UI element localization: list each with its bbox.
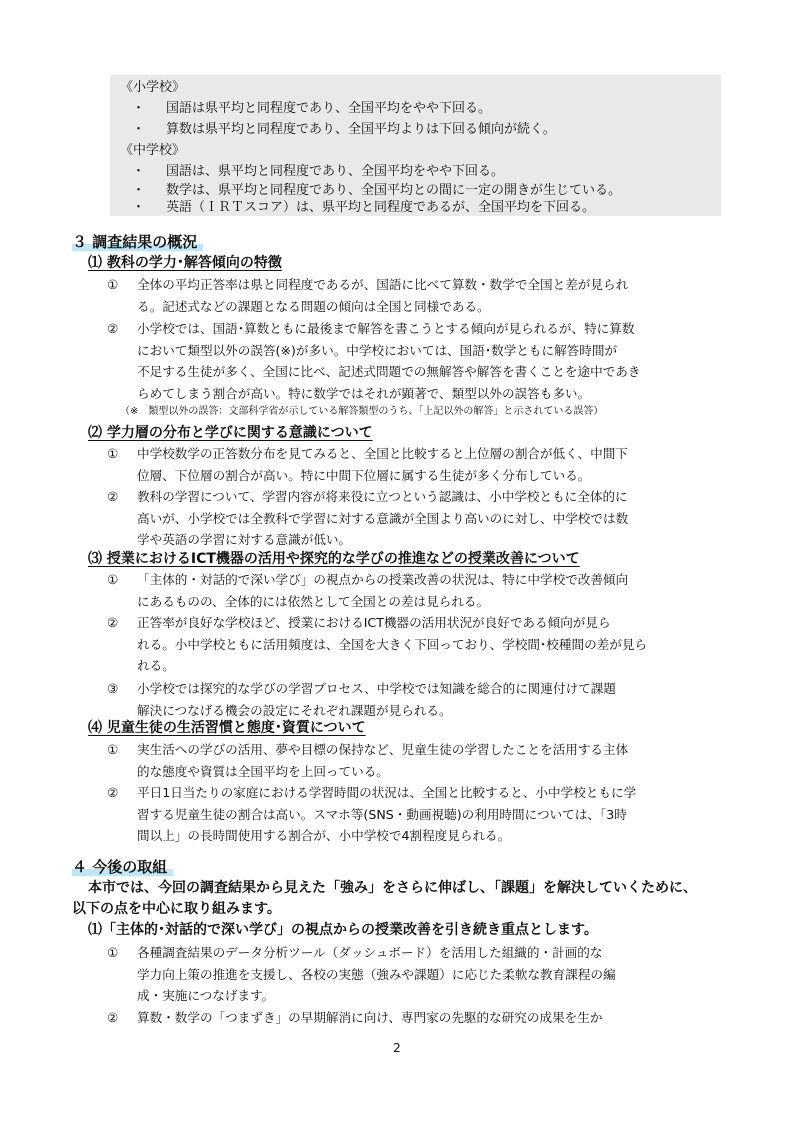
footnote: （※ 類型以外の誤答：文部科学省が示している解答類型のうち、「上記以外の解答」と示されている誤答）: [120, 406, 604, 417]
item-number: ①: [107, 945, 119, 960]
bullet: ・: [132, 183, 146, 198]
subsection-3-title: ⑶ 授業におけるICT機器の活用や探究的な学びの推進などの授業改善について: [88, 551, 580, 567]
item-number: ①: [107, 446, 119, 461]
item-number: ①: [107, 742, 119, 757]
item-number: ①: [107, 277, 119, 292]
elementary-heading: 《小学校》: [120, 80, 186, 95]
item-number: ②: [107, 785, 119, 800]
item-number: ①: [107, 572, 119, 587]
summary-box: 《小学校》 ・ 国語は県平均と同程度であり、全国平均をやや下回る。 ・ 算数は県平均と同程度であり、全国平均よりは下回る傾向が続く。 《中学校》 ・ 国語は、県平均と同程度であり、全国平均をやや下回る。 ・ 数学は、県平均と同程度であり、全国平均との間に一定の開きが生じている。 ・ 英語（ＩＲＴスコア）は、県平均と同程度であるが、全国平均を下回る。: [110, 75, 721, 216]
bullet: ・: [132, 101, 146, 116]
item-number: ②: [107, 321, 119, 336]
item-number: ②: [107, 615, 119, 630]
intro-line: 以下の点を中心に取り組みます。: [72, 901, 281, 917]
subsection-2-title: ⑵ 学力層の分布と学びに関する意識について: [88, 425, 373, 441]
subsection-4-title: ⑷ 児童生徒の生活習慣と態度･資質について: [88, 720, 366, 736]
section-4-subsection-1-title: ⑴「主体的･対話的で深い学び」の視点からの授業改善を引き続き重点とします。: [88, 922, 598, 938]
page-number: 2: [393, 1041, 401, 1055]
intro-line: 本市では、今回の調査結果から見えた「強み」をさらに伸ばし、「課題」を解決していくために、: [88, 880, 697, 896]
junior-heading: 《中学校》: [120, 143, 186, 158]
item-number: ③: [107, 681, 119, 696]
item-number: ②: [107, 489, 119, 504]
section-4-heading: ４ 今後の取組: [72, 857, 173, 877]
bullet: ・: [132, 200, 146, 215]
subsection-1-title: ⑴ 教科の学力･解答傾向の特徴: [88, 255, 282, 271]
bullet: ・: [132, 164, 146, 179]
item-number: ②: [107, 1010, 119, 1025]
section-3-heading: ３ 調査結果の概況: [72, 232, 203, 252]
bullet: ・: [132, 122, 146, 137]
